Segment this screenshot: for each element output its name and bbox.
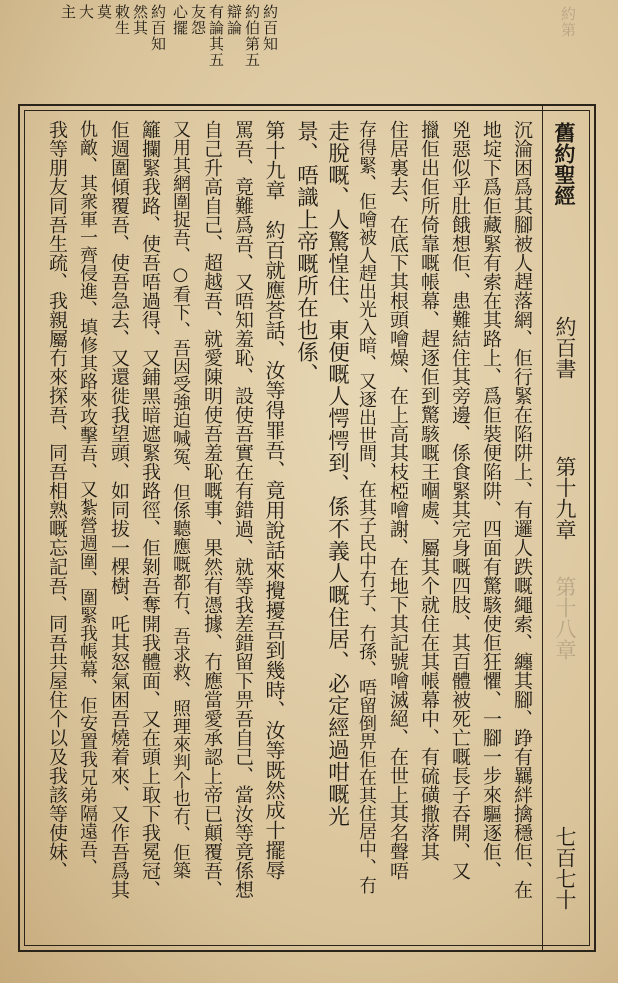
page-frame	[18, 104, 596, 952]
text-column: 兇惡似乎肚餓想佢、患難結住其旁邊、係食緊其完身嘅四肢、其百體被死亡嘅長子吞開、又	[449, 120, 471, 880]
annotation-column: 約伯第五	[243, 4, 261, 68]
bleed-through-text: 第十八章	[553, 576, 577, 660]
text-column: 又用其網圍捉吾、○看下、吾因受強迫喊冤、但係聽應嘅都冇、吾求救、照理來判个也冇、佢築	[170, 120, 191, 879]
annotation-column: 友怨	[189, 4, 207, 36]
bleed-through-text: 約第	[559, 6, 577, 38]
annotation-column: 莫	[95, 4, 113, 20]
annotation-column: 約百知	[149, 4, 167, 52]
book-title: 舊約聖經	[552, 122, 577, 206]
page-number: 七百七十	[553, 826, 577, 910]
annotation-column: 主	[59, 4, 77, 20]
text-column: 擸佢出佢所倚靠嘅帳幕、趕逐佢到驚駭嘅王嗰處、屬其个就住在其帳幕中、有硫磺撒落其	[418, 120, 440, 861]
annotation-column: 心擺	[171, 4, 189, 36]
text-column: 籬攔緊我路、使吾唔過得、又鋪黑暗遮緊我路徑、佢剝吾奪開我體面、又在頭上取下我冕冠、	[139, 120, 161, 899]
text-column: 存得緊、佢噲被人趕出光入暗、又逐出世間、在其子民中冇子、冇孫、唔留倒畀佢在其住居中、冇	[356, 120, 377, 894]
annotation-column: 辯論	[225, 4, 243, 36]
annotation-column: 約百知	[261, 4, 279, 52]
text-column: 仇敵、其衆軍一齊侵進、填修其路來攻擊吾、又紮營週圍、圍緊我帳幕、佢安置我兄弟隔遠吾、	[77, 120, 98, 876]
text-column: 第十九章 約百就應荅話、汝等得罪吾、竟用說話來攪擾吾到幾時、汝等既然成十擺辱	[262, 120, 286, 880]
text-column: 住居裏去、在底下其根頭噲燥、在上高其枝椏噲謝、在地下其記號噲滅絕、在世上其名聲唔	[387, 120, 409, 880]
text-column: 地埞下爲佢藏緊有索在其路上、爲佢裝便陷阱、四面有驚駭使佢狂懼、一腳一步來驅逐佢、	[480, 120, 502, 880]
chapter-heading: 第十九章	[553, 456, 577, 540]
text-column: 我等朋友同吾生疏、我親屬冇來探吾、同吾相熟嘅忘記吾、同吾共屋住个以及我該等使妹、	[46, 120, 68, 880]
annotation-column: 敕生	[113, 4, 131, 36]
annotation-column: 然其	[131, 4, 149, 36]
section-title: 約百書	[553, 316, 577, 379]
text-column: 走脫嘅、人驚惶住、東便嘅人愕愕到、係不義人嘅住居、必定經過咁嘅光	[324, 120, 350, 828]
text-column: 景、唔識上帝嘅所在也係、	[293, 120, 319, 386]
title-divider	[542, 106, 543, 950]
header-annotations	[0, 0, 618, 104]
text-column: 佢週圍傾覆吾、使吾急去、又還徙我望頭、如同拔一棵樹、吒其怒氣困吾燒着來、又作吾爲其	[108, 120, 130, 899]
text-column: 沉淪困爲其腳被人趕落網、佢行緊在陷阱上、有邏人跌嘅繩索、纏其腳、踭有羈絆擒穩佢、在	[511, 120, 533, 899]
annotation-column: 有論其五	[207, 4, 225, 68]
text-column: 自己升高自己、超越吾、就愛陳明使吾羞恥嘅事、果然有憑據、冇應當愛承認上帝已顛覆吾、	[201, 120, 223, 899]
annotation-column: 大	[77, 4, 95, 20]
text-column: 罵吾、竟難爲吾、又唔知羞恥、設使吾實在有錯過、就等我差錯留下畀吾自己、當汝等竟係想	[232, 120, 254, 899]
